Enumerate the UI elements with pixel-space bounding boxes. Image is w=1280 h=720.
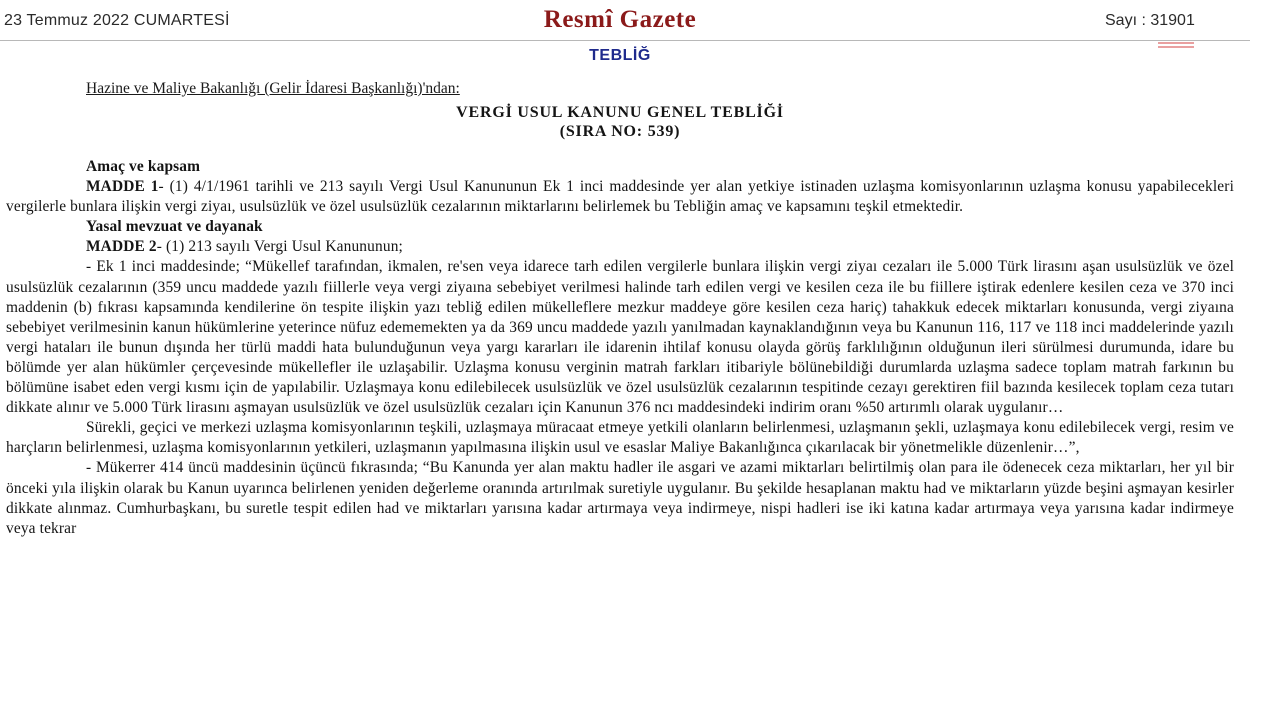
issuing-authority: Hazine ve Maliye Bakanlığı (Gelir İdaresi Başkanlığı)'ndan:: [86, 80, 460, 97]
masthead: [0, 0, 1280, 44]
article-2: [6, 237, 1234, 257]
document-title: [0, 103, 1240, 141]
paragraph-mukerrer-414: - Mükerrer 414 üncü maddesinin üçüncü fıkrasında; “Bu Kanunda yer alan maktu hadler ile asgari ve azami miktarları belirtilmiş olan para ile ödenecek ceza miktarları, her yıl bir önceki yıla ilişkin olarak bu Kanun uyarınca belirlenen yeniden değerleme oranında artırılmak suretiyle uygulanır. Bu şekilde hesaplanan maktu had ve miktarların yüzde beşini aşmayan kesirler dikkate alınmaz. Cumhurbaşkanı, bu suretle tespit edilen had ve miktarları yarısına kadar artırmaya veya indirmeye, nispi hadleri ise iki katına kadar artırmaya veya yarısına kadar indirmeye veya tekrar: [6, 459, 1234, 537]
document-body: [6, 157, 1234, 539]
section-label: TEBLİĞ: [589, 47, 651, 64]
article-1: [6, 177, 1234, 217]
issue-date: 23 Temmuz 2022 CUMARTESİ: [4, 12, 230, 29]
document-title-line2: (SIRA NO: 539): [559, 123, 681, 140]
article-1-text: - (1) 4/1/1961 tarihli ve 213 sayılı Vergi Usul Kanununun Ek 1 inci maddesinde yer alan yetkiye istinaden uzlaşma komisyonlarının uzlaşma konusu yapabilecekleri vergilerle bunlara ilişkin vergi ziyaı, usulsüzlük ve özel usulsüzlük cezalarının miktarlarını belirlemek bu Tebliğin amaç ve kapsamını teşkil etmektedir.: [6, 178, 1234, 216]
article-2-text: - (1) 213 sayılı Vergi Usul Kanununun;: [156, 238, 403, 256]
section-heading-legal-basis: Yasal mevzuat ve dayanak: [86, 218, 263, 236]
document-title-line1: VERGİ USUL KANUNU GENEL TEBLİĞİ: [456, 104, 784, 121]
article-1-label: MADDE 1: [86, 178, 159, 196]
masthead-divider: [0, 40, 1250, 41]
article-2-label: MADDE 2: [86, 238, 157, 256]
paragraph-committees: Sürekli, geçici ve merkezi uzlaşma komisyonlarının teşkili, uzlaşmaya müracaat etmeye yetkili olanların belirlenmesi, uzlaşmanın şekli, uzlaşmaya konu edilebilecek vergi, resim ve harçların belirlenmesi, uzlaşma komisyonlarının yetkileri, uzlaşmanın yapılmasına ilişkin usul ve esaslar Maliye Bakanlığınca çıkarılacak bir yönetmelikle düzenlenir…”,: [6, 419, 1234, 457]
section-heading-purpose: Amaç ve kapsam: [86, 158, 201, 175]
gazette-title: Resmî Gazete: [543, 6, 697, 33]
paragraph-ek-1: - Ek 1 inci maddesinde; “Mükellef tarafından, ikmalen, re'sen veya idarece tarh edilen vergilerle bunlara ilişkin vergi ziyaı cezaları ile 5.000 Türk lirasını aşan usulsüzlük ve özel usulsüzlük cezalarının (359 uncu maddede yazılı fiillerle veya vergi ziyaına sebebiyet verilmesi halinde tarh edilen vergi ve kesilen ceza ile bu fiillere iştirak edenlere kesilen ceza ve 370 inci maddenin (b) fıkrası kapsamında kendilerine ön tespite ilişkin yazı tebliğ edilen mükelleflere mezkur maddeye göre kesilen ceza hariç) tahakkuk edecek miktarları konusunda, vergi ziyaına sebebiyet verilmesinin kanun hükümlerine yeterince nüfuz edememekten ya da 369 uncu maddede yazılı yanılmadan kaynaklandığının veya bu Kanunun 116, 117 ve 118 inci maddelerinde yazılı vergi hataları ile bunun dışında her türlü maddi hata bulunduğunun veya yargı kararları ile idarenin ihtilaf konusu olayda görüş farklılığının olduğunun ileri sürülmesi durumunda, idare bu bölümde yer alan hükümler çerçevesinde mükellefler ile uzlaşabilir. Uzlaşma konusu verginin matrah farkları itibariyle bölünebildiği durumlarda uzlaşma sadece toplam matrah farkının bu bölümüne isabet eden vergi kısmı için de yapılabilir. Uzlaşmaya konu edilebilecek usulsüzlük ve özel usulsüzlük cezalarının tespitinde cezayı gerektiren fiil bazında kesilecek toplam ceza tutarı dikkate alınır ve 5.000 Türk lirasını aşmayan usulsüzlük ve özel usulsüzlük cezaları için Kanunun 376 ncı maddesindeki indirim oranı %50 artırımlı olarak uygulanır…: [6, 258, 1234, 417]
issue-number: Sayı : 31901: [1105, 12, 1195, 29]
